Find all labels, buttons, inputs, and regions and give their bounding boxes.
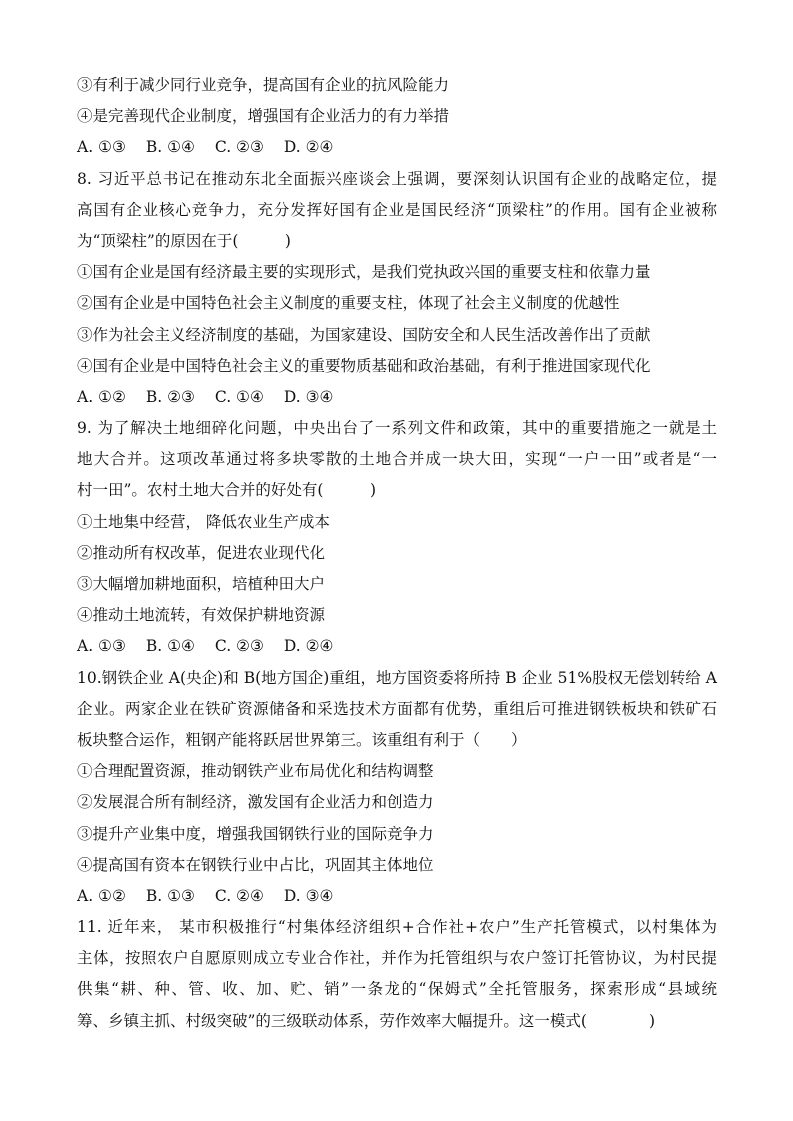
q9-stem-line-1: 9. 为了解决土地细碎化问题，中央出台了一系列文件和政策，其中的重要措施之一就是土 xyxy=(77,419,717,438)
q8-choices xyxy=(77,382,717,413)
q7-choice-b: B. ①④ xyxy=(145,138,195,157)
q7-choice-a: A. ①③ xyxy=(77,138,126,157)
q9-option-3: ③大幅增加耕地面积，培植种田大户 xyxy=(77,575,326,593)
q8-stem-line-2: 高国有企业核心竞争力，充分发挥好国有企业是国民经济“顶梁柱”的作用。国有企业被称 xyxy=(77,200,717,219)
q9-choice-a: A. ①③ xyxy=(77,637,126,656)
q9-choice-c: C. ②③ xyxy=(214,637,264,656)
q10-option-4: ④提高国有资本在钢铁行业中占比，巩固其主体地位 xyxy=(77,855,434,874)
q9-option-4: ④推动土地流转，有效保护耕地资源 xyxy=(77,606,326,625)
q10-stem-line-2: 企业。两家企业在铁矿资源储备和采选技术方面都有优势，重组后可推进钢铁板块和铁矿石 xyxy=(77,699,717,718)
q9-option-2: ②推动所有权改革，促进农业现代化 xyxy=(77,543,326,562)
q8-choice-a: A. ①② xyxy=(77,387,126,406)
q9-option-1: ①土地集中经营， 降低农业生产成本 xyxy=(77,512,330,531)
q7-choices xyxy=(77,132,717,163)
q10-stem-line-3: 板块整合运作，粗钢产能将跃居世界第三。该重组有利于（ ） xyxy=(77,730,527,749)
q10-choice-a: A. ①② xyxy=(77,886,126,905)
q8-choice-d: D. ③④ xyxy=(283,387,334,406)
q7-choice-d: D. ②④ xyxy=(283,138,334,157)
exam-page xyxy=(77,70,717,1037)
q10-option-2: ②发展混合所有制经济，激发国有企业活力和创造力 xyxy=(77,793,434,812)
q10-stem-line-1: 10.钢铁企业 A(央企)和 B(地方国企)重组，地方国资委将所持 B 企业 51%股权无偿划转给 A xyxy=(77,668,717,687)
q7-option-4: ④是完善现代企业制度，增强国有企业活力的有力举措 xyxy=(77,107,450,126)
q10-choices xyxy=(77,881,717,912)
q8-stem-line-3: 为“顶梁柱”的原因在于( ) xyxy=(77,231,291,250)
q9-choice-d: D. ②④ xyxy=(283,637,334,656)
q8-choice-c: C. ①④ xyxy=(214,387,264,406)
q11-stem-line-2: 主体，按照农户自愿原则成立专业合作社，并作为托管组织与农户签订托管协议，为村民提 xyxy=(77,949,717,968)
q9-stem-line-2: 地大合并。这项改革通过将多块零散的土地合并成一块大田，实现“一户一田”或者是“一 xyxy=(77,450,717,469)
q10-choice-b: B. ①③ xyxy=(145,886,195,905)
q11-stem-line-3: 供集“耕、种、管、收、加、贮、销”一条龙的“保姆式”全托管服务，探索形成“县域统 xyxy=(77,980,717,999)
q11-stem-line-1: 11. 近年来， 某市积极推行“村集体经济组织+合作社+农户”生产托管模式，以村集体为 xyxy=(77,918,717,937)
q7-choice-c: C. ②③ xyxy=(214,138,264,157)
q10-choice-c: C. ②④ xyxy=(214,886,264,905)
q11-stem-line-4: 筹、乡镇主抓、村级突破”的三级联动体系，劳作效率大幅提升。这一模式( ) xyxy=(77,1011,656,1030)
q10-option-1: ①合理配置资源，推动钢铁产业布局优化和结构调整 xyxy=(77,762,434,781)
q9-stem-line-3: 村一田”。农村土地大合并的好处有( ) xyxy=(77,481,377,500)
q7-option-3: ③有利于减少同行业竞争，提高国有企业的抗风险能力 xyxy=(77,76,450,94)
q9-choice-b: B. ①④ xyxy=(145,637,195,656)
q8-option-1: ①国有企业是国有经济最主要的实现形式，是我们党执政兴国的重要支柱和依靠力量 xyxy=(77,263,651,282)
q8-option-4: ④国有企业是中国特色社会主义的重要物质基础和政治基础，有利于推进国家现代化 xyxy=(77,356,651,375)
q10-choice-d: D. ③④ xyxy=(283,886,334,905)
q8-option-3: ③作为社会主义经济制度的基础，为国家建设、国防安全和人民生活改善作出了贡献 xyxy=(77,325,651,344)
q10-option-3: ③提升产业集中度，增强我国钢铁行业的国际竞争力 xyxy=(77,824,434,843)
q8-stem-line-1: 8. 习近平总书记在推动东北全面振兴座谈会上强调，要深刻认识国有企业的战略定位，提 xyxy=(77,169,717,188)
q8-option-2: ②国有企业是中国特色社会主义制度的重要支柱，体现了社会主义制度的优越性 xyxy=(77,294,620,313)
q9-choices xyxy=(77,631,717,662)
q8-choice-b: B. ②③ xyxy=(145,387,195,406)
